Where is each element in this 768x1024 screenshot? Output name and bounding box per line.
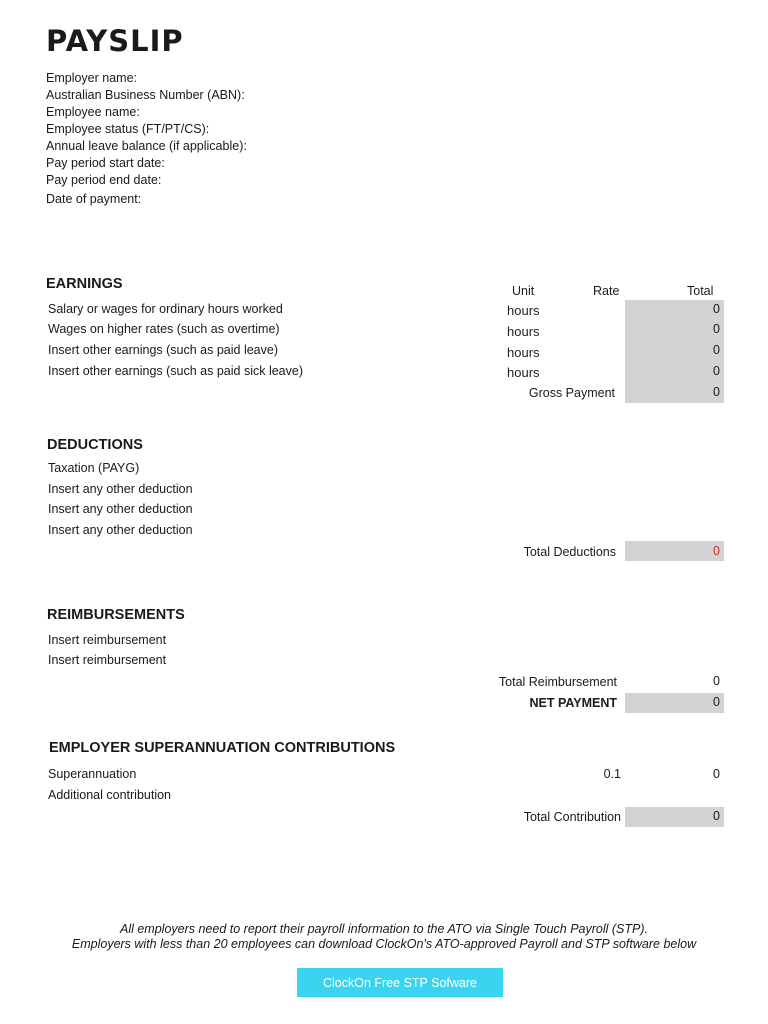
earnings-row-total: 0 xyxy=(713,302,720,316)
deduction-row-label: Insert any other deduction xyxy=(48,523,193,537)
total-reimbursement-value: 0 xyxy=(713,674,720,688)
earnings-heading: EARNINGS xyxy=(46,276,123,292)
employer-name-label: Employer name: xyxy=(46,71,138,85)
net-payment-label: NET PAYMENT xyxy=(529,696,617,710)
total-deductions-label: Total Deductions xyxy=(523,545,616,559)
earnings-row-label: Salary or wages for ordinary hours worked xyxy=(48,302,283,316)
earnings-row-unit: hours xyxy=(507,303,540,318)
earnings-row-label: Wages on higher rates (such as overtime) xyxy=(48,322,280,336)
total-deductions-value: 0 xyxy=(713,544,720,558)
super-row-total: 0 xyxy=(713,767,720,781)
earnings-row-unit: hours xyxy=(507,345,540,360)
super-row-label: Additional contribution xyxy=(48,788,171,802)
earnings-row-unit: hours xyxy=(507,365,540,380)
clockon-download-button[interactable] xyxy=(297,968,503,997)
total-column-header: Total xyxy=(687,284,714,298)
earnings-row-total: 0 xyxy=(713,343,720,357)
super-row-rate: 0.1 xyxy=(603,767,621,781)
deduction-row-label: Insert any other deduction xyxy=(48,502,193,516)
employee-name-label: Employee name: xyxy=(46,105,140,119)
pay-period-start-label: Pay period start date: xyxy=(46,156,165,170)
gross-payment-label: Gross Payment xyxy=(528,386,615,400)
abn-label: Australian Business Number (ABN): xyxy=(46,88,245,102)
stp-notice-line-1: All employers need to report their payroll information to the ATO via Single Touch Payroll (STP). xyxy=(119,922,649,936)
page-title: PAYSLIP xyxy=(46,24,184,58)
earnings-row-label: Insert other earnings (such as paid leave) xyxy=(48,343,278,357)
deductions-heading: DEDUCTIONS xyxy=(47,437,143,453)
clockon-download-button-label: ClockOn Free STP Sofware xyxy=(323,975,477,990)
deduction-row-label: Insert any other deduction xyxy=(48,482,193,496)
unit-column-header: Unit xyxy=(512,284,535,298)
total-reimbursement-label: Total Reimbursement xyxy=(498,675,617,689)
deduction-row-label: Taxation (PAYG) xyxy=(48,461,140,475)
pay-period-end-label: Pay period end date: xyxy=(46,173,162,187)
stp-notice-line-2: Employers with less than 20 employees can download ClockOn's ATO-approved Payroll and STP software below xyxy=(71,937,697,951)
reimbursement-row-label: Insert reimbursement xyxy=(48,633,167,647)
employee-status-label: Employee status (FT/PT/CS): xyxy=(46,122,210,136)
earnings-row-label: Insert other earnings (such as paid sick leave) xyxy=(48,364,303,378)
total-contribution-label: Total Contribution xyxy=(523,810,621,824)
gross-payment-value: 0 xyxy=(713,385,720,399)
date-of-payment-label: Date of payment: xyxy=(46,192,142,206)
net-payment-value: 0 xyxy=(713,695,720,709)
total-contribution-value: 0 xyxy=(713,809,720,823)
annual-leave-label: Annual leave balance (if applicable): xyxy=(46,139,247,153)
earnings-row-total: 0 xyxy=(713,322,720,336)
earnings-row-unit: hours xyxy=(507,324,540,339)
super-row-label: Superannuation xyxy=(48,767,137,781)
rate-column-header: Rate xyxy=(593,284,620,298)
reimbursements-heading: REIMBURSEMENTS xyxy=(47,607,185,623)
super-heading: EMPLOYER SUPERANNUATION CONTRIBUTIONS xyxy=(49,740,396,756)
earnings-row-total: 0 xyxy=(713,364,720,378)
reimbursement-row-label: Insert reimbursement xyxy=(48,653,167,667)
